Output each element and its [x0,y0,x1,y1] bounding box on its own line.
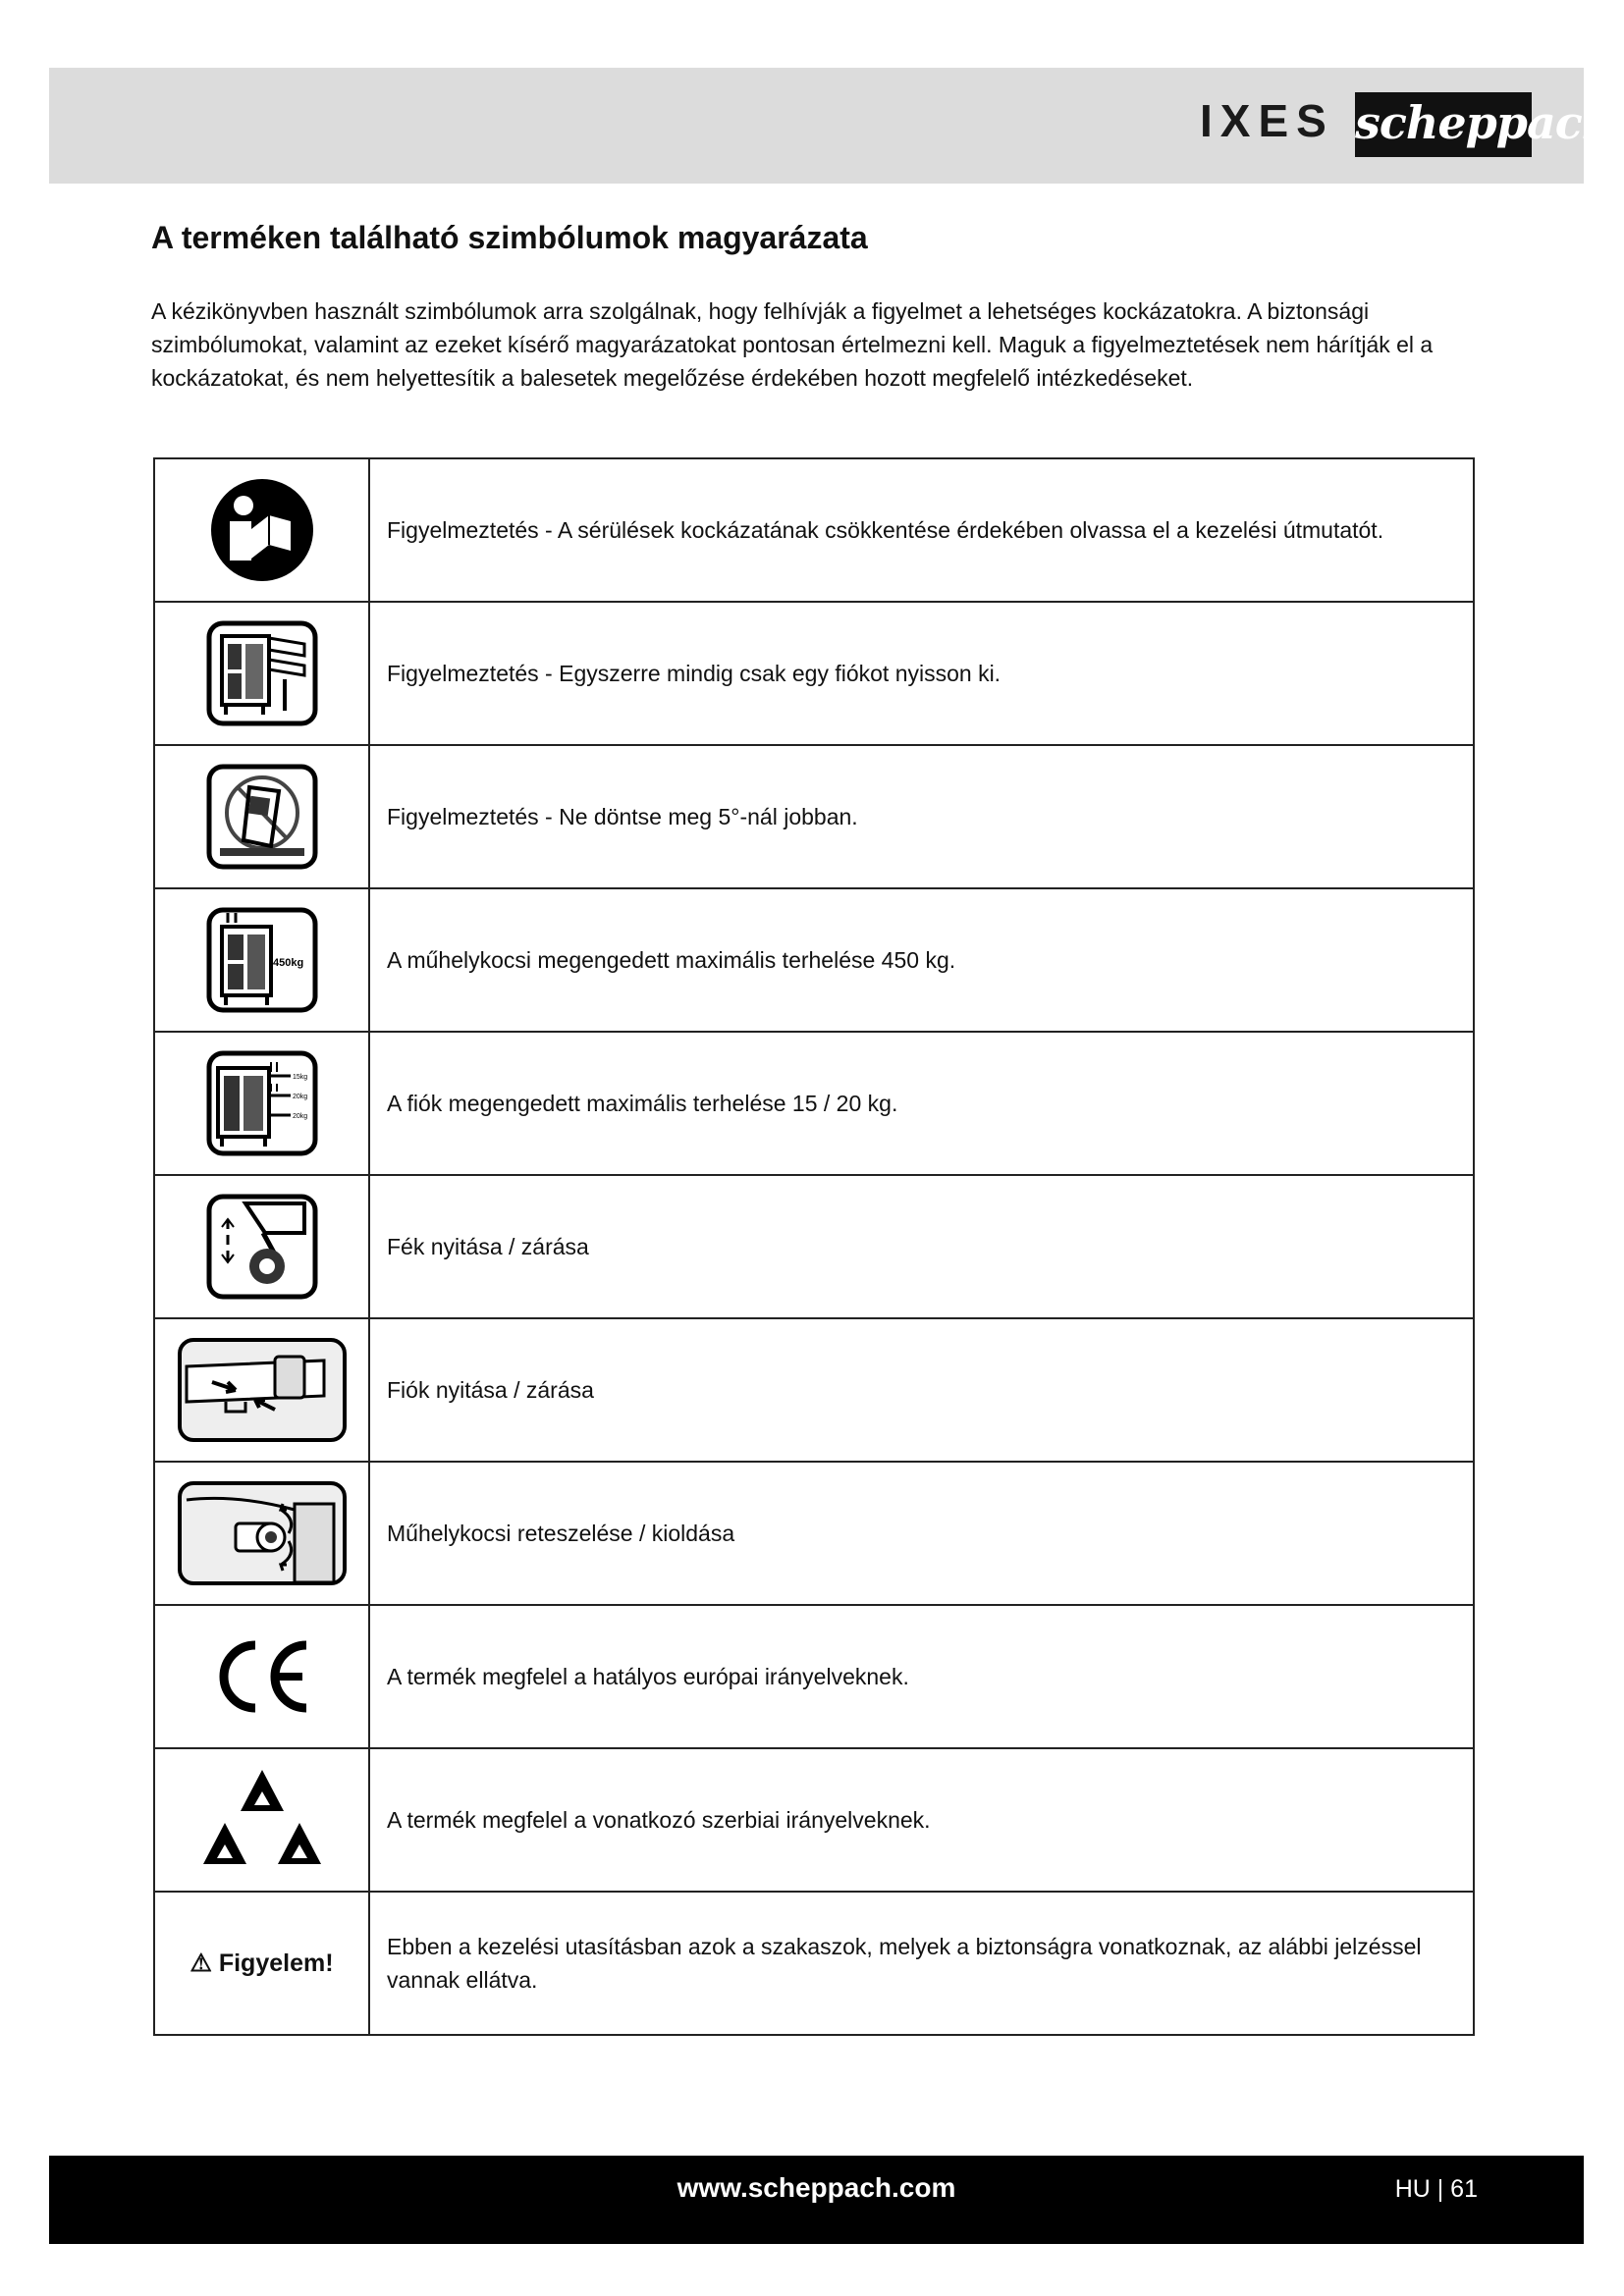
serbian-conformity-icon [201,1766,323,1874]
footer-url[interactable]: www.scheppach.com [677,2172,956,2203]
table-row [154,602,1474,745]
row-text: A termék megfelel a hatályos európai irányelveknek. [369,1605,1474,1748]
warning-icon: ⚠ Figyelem! [154,1892,369,2035]
row-text: A termék megfelel a vonatkozó szerbiai irányelveknek. [369,1748,1474,1892]
load-label: 20kg [292,1113,307,1120]
max-load-cart-icon [206,907,318,1013]
table-row [154,1748,1474,1892]
load-label: 20kg [292,1094,307,1100]
row-text: A fiók megengedett maximális terhelése 15 / 20 kg. [369,1032,1474,1175]
drawer-open-close-icon [177,1337,348,1443]
page-number: HU | 61 [1394,2175,1478,2203]
table-row [154,1032,1474,1175]
table-row [154,888,1474,1032]
intro-paragraph: A kézikönyvben használt szimbólumok arra szolgálnak, hogy felhívják a figyelmet a lehetséges kockázatokra. A biztonsági szimbólumokat, valamint az ezeket kísérő magyarázatokat pontosan értelmezni kell. Maguk a figyelmeztetések nem hárítják el a kockázatokat, és nem helyettesítik a balesetek megelőzése érdekében hozott megfelelő intézkedéseket. [151,298,1434,391]
table-row [154,458,1474,602]
table-row [154,1318,1474,1462]
footer-bar [49,2156,1584,2244]
lock-unlock-icon [177,1480,348,1586]
no-tilt-icon [206,764,318,870]
table-row [154,1892,1474,2035]
one-drawer-icon [206,620,318,726]
row-text: Figyelmeztetés - Egyszerre mindig csak egy fiókot nyisson ki. [369,602,1474,745]
row-text: Figyelmeztetés - Ne döntse meg 5°-nál jobban. [369,745,1474,888]
row-text: A műhelykocsi megengedett maximális terhelése 450 kg. [369,888,1474,1032]
row-text: Figyelmeztetés - A sérülések kockázatának csökkentése érdekében olvassa el a kezelési útmutatót. [369,458,1474,602]
row-text: Fék nyitása / zárása [369,1175,1474,1318]
row-text: Fiók nyitása / zárása [369,1318,1474,1462]
row-text: Ebben a kezelési utasításban azok a szakaszok, melyek a biztonságra vonatkoznak, az alábbi jelzéssel vannak ellátva. [369,1892,1474,2035]
table-row [154,745,1474,888]
max-load-drawer-icon [206,1050,318,1156]
load-label: 15kg [292,1074,307,1081]
brake-icon [206,1194,318,1300]
row-text: Műhelykocsi reteszelése / kioldása [369,1462,1474,1605]
symbols-table [153,457,1475,2036]
table-row [154,1175,1474,1318]
table-row [154,1605,1474,1748]
read-manual-icon [208,476,316,584]
ixes-logo: IXES [1200,95,1334,146]
page-title: A terméken található szimbólumok magyarázata [151,220,868,255]
table-row [154,1462,1474,1605]
load-label: 450kg [272,957,303,969]
header-bar [49,68,1614,184]
scheppach-logo: scheppach [1355,96,1614,149]
ce-mark-icon [208,1637,316,1716]
